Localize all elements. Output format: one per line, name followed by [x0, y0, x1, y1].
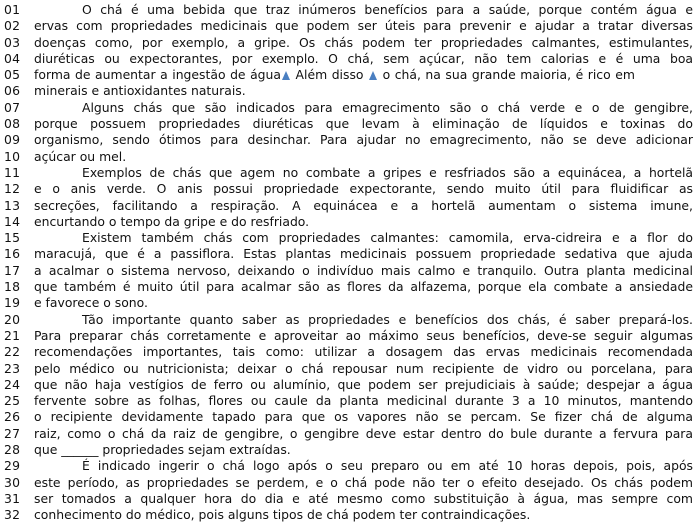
text-line: [0, 312, 700, 328]
line-number: 28: [4, 442, 21, 458]
text-line: [0, 100, 700, 116]
line-number: 26: [4, 409, 21, 425]
text-line: [0, 507, 700, 523]
line-number: 20: [4, 311, 21, 327]
text-line: [0, 328, 700, 344]
text-line: [0, 67, 700, 83]
line-text: raiz, como o chá da raiz de gengibre, o gengibre deve estar dentro do bule durante a fervura para: [34, 425, 693, 441]
text-line: [0, 18, 700, 34]
line-text: recomendações importantes, tais como: utilizar a dosagem das ervas medicinais recomendada: [34, 344, 693, 360]
text-line: [0, 263, 700, 279]
line-text-with-blank: que ______ propriedades sejam extraídas.: [34, 442, 291, 458]
text-line: [0, 198, 700, 214]
line-number: 27: [4, 425, 21, 441]
line-number: 15: [4, 230, 21, 246]
line-number: 31: [4, 490, 21, 506]
line-number: 18: [4, 279, 21, 295]
line-text: açúcar ou mel.: [34, 148, 127, 164]
line-number: 04: [4, 50, 21, 66]
line-number: 02: [4, 18, 21, 34]
line-text-part: forma de aumentar a ingestão de água: [34, 67, 281, 83]
line-text: porque possuem propriedades diuréticas que levam à eliminação de líquidos e toxinas do: [34, 116, 693, 132]
line-number: 29: [4, 458, 21, 474]
line-number: 03: [4, 34, 21, 50]
text-line: [0, 2, 700, 18]
line-text: Para preparar chás corretamente e aproveitar ao máximo seus benefícios, deve-se seguir algumas: [34, 327, 693, 343]
line-text: Exemplos de chás que agem no combate a gripes e resfriados são a equinácea, a hortelã: [82, 164, 693, 180]
line-number: 12: [4, 181, 21, 197]
text-line: [0, 149, 700, 165]
line-text: pelo médico ou nutricionista; deixar o chá repousar num recipiente de vidro ou porcelana, para: [34, 360, 693, 376]
line-text: maracujá, que é a passiflora. Estas plantas medicinais possuem propriedade sedativa que ajuda: [34, 246, 693, 262]
blank-marker-triangle-icon: [282, 71, 290, 80]
line-text: que não haja vestígios de ferro ou alumínio, que podem ser prejudiciais à saúde; despejar a água: [34, 376, 693, 392]
text-line: [0, 132, 700, 148]
line-number: 25: [4, 393, 21, 409]
line-number: 08: [4, 116, 21, 132]
line-number: 05: [4, 67, 21, 83]
line-number: 16: [4, 246, 21, 262]
line-number: 09: [4, 132, 21, 148]
text-line: [0, 246, 700, 262]
text-line: [0, 393, 700, 409]
line-number: 21: [4, 327, 21, 343]
line-text: [34, 67, 693, 83]
text-line: [0, 361, 700, 377]
line-text: conhecimento do médico, pois alguns tipos de chá podem ter contraindicações.: [34, 507, 531, 523]
line-text: e o anis verde. O anis possui propriedade expectorante, sendo muito útil para fluidificar as: [34, 181, 693, 197]
text-line: [0, 214, 700, 230]
line-number: 22: [4, 344, 21, 360]
line-text: É indicado ingerir o chá logo após o seu preparo ou em até 10 horas depois, pois, após: [82, 458, 693, 474]
line-text: este período, as propriedades se perdem, e o chá pode não ter o efeito desejado. Os chás podem: [34, 474, 693, 490]
line-number: 19: [4, 295, 21, 311]
line-number: 06: [4, 83, 21, 99]
line-number: 07: [4, 99, 21, 115]
line-number: 11: [4, 164, 21, 180]
text-line: [0, 295, 700, 311]
line-text: ser tomados a qualquer hora do dia e até mesmo como substituição à água, mas sempre com: [34, 490, 693, 506]
text-line: [0, 116, 700, 132]
text-line: [0, 230, 700, 246]
text-line: [0, 426, 700, 442]
line-number: 32: [4, 507, 21, 523]
line-text: a acalmar o sistema nervoso, deixando o indivíduo mais calmo e tranquilo. Outra planta medicinal: [34, 262, 693, 278]
line-text-part: o chá, na sua grande maioria, é rico em: [378, 67, 635, 83]
line-text: encurtando o tempo da gripe e do resfriado.: [34, 213, 310, 229]
line-number: 01: [4, 2, 21, 17]
line-number: 14: [4, 213, 21, 229]
line-number: 13: [4, 197, 21, 213]
line-text: O chá é uma bebida que traz inúmeros benefícios para a saúde, porque contém água e: [82, 2, 693, 17]
text-line: [0, 409, 700, 425]
text-line: [0, 377, 700, 393]
line-text: diuréticas ou expectorantes, por exemplo. O chá, sem açúcar, não tem calorias e é uma boa: [34, 50, 693, 66]
line-text: que também é muito útil para acalmar são as flores da alfazema, porque ela combate a ansiedade: [34, 279, 693, 295]
line-text: Existem também chás com propriedades calmantes: camomila, erva-cidreira e a flor do: [82, 230, 693, 246]
text-line: [0, 475, 700, 491]
line-number: 17: [4, 262, 21, 278]
text-line: [0, 35, 700, 51]
line-number: 10: [4, 148, 21, 164]
text-line: [0, 165, 700, 181]
text-line: [0, 181, 700, 197]
text-line: [0, 442, 700, 458]
text-line: [0, 51, 700, 67]
text-line: [0, 458, 700, 474]
line-text: Alguns chás que são indicados para emagrecimento são o chá verde e o de gengibre,: [82, 99, 693, 115]
blank-marker-triangle-icon: [369, 71, 377, 80]
line-text: ervas com propriedades medicinais que podem ser úteis para prevenir e ajudar a tratar diversas: [34, 18, 693, 34]
line-text: secreções, facilitando a respiração. A equinácea e a hortelã aumentam o sistema imune,: [34, 197, 693, 213]
line-text: doenças como, por exemplo, a gripe. Os chás podem ter propriedades calmantes, estimulantes,: [34, 34, 693, 50]
line-text: e favorece o sono.: [34, 295, 148, 311]
line-number: 30: [4, 474, 21, 490]
text-line: [0, 344, 700, 360]
text-line: [0, 279, 700, 295]
line-number: 23: [4, 360, 21, 376]
line-text: o recipiente devidamente tapado para que os vapores não se percam. Se fizer chá de alguma: [34, 409, 693, 425]
line-number: 24: [4, 376, 21, 392]
line-text: minerais e antioxidantes naturais.: [34, 83, 246, 99]
line-text: Tão importante quanto saber as propriedades e benefícios dos chás, é saber prepará-los.: [82, 311, 693, 327]
line-text: fervente sobre as folhas, flores ou caule da planta medicinal durante 3 a 10 minutos, mantendo: [34, 393, 693, 409]
text-line: [0, 83, 700, 99]
text-line: [0, 491, 700, 507]
line-text: organismo, sendo ótimos para desinchar. Para ajudar no emagrecimento, não se deve adicionar: [34, 132, 693, 148]
line-text-part: Além disso: [291, 67, 369, 83]
